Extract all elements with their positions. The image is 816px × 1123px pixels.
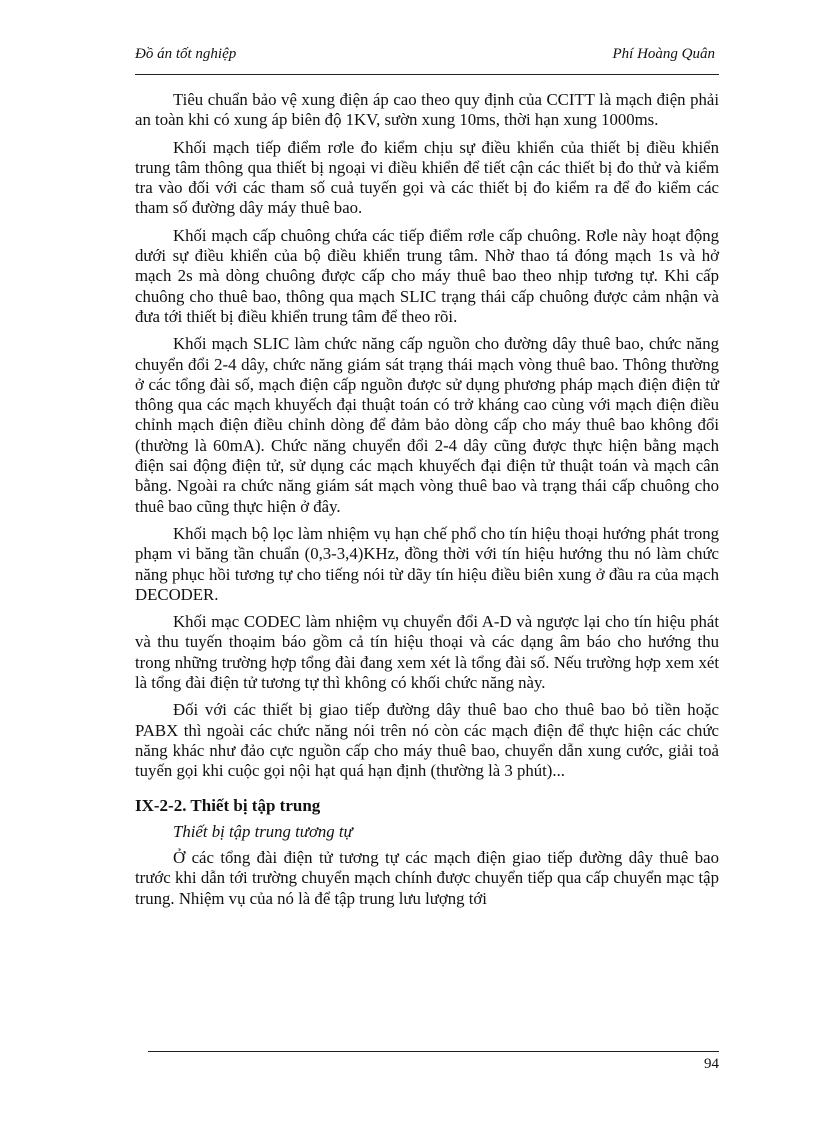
page-header	[135, 46, 719, 75]
page-body	[135, 90, 719, 916]
paragraph-surge-protection: Tiêu chuẩn bảo vệ xung điện áp cao theo quy định của CCITT là mạch điện phải an toàn khi có xung áp biên độ 1KV, sườn xung 10ms, thời hạn xung 1000ms.	[135, 90, 719, 130]
paragraph-codec-circuit: Khối mạc CODEC làm nhiệm vụ chuyển đổi A-D và ngược lại cho tín hiệu phát và thu tuyến thoạim báo gồm cả tín hiệu thoại và các dạng âm báo cho hướng thu trong những trường hợp tổng đài đang xem xét là tổng đài số. Nếu trường hợp xem xét là tổng đài điện tử tương tự thì không có khối chức năng này.	[135, 612, 719, 693]
footer-divider	[148, 1051, 719, 1052]
paragraph-test-relay-contacts: Khối mạch tiếp điểm rơle đo kiểm chịu sự điều khiển của thiết bị điều khiển trung tâm thông qua thiết bị ngoại vi điều khiển để tiết cận các thiết bị đo thử và kiểm tra vào đối với các tham số cuả tuyến gọi và các thiết bị đo kiểm ra để đo kiểm các tham số đường dây máy thuê bao.	[135, 137, 719, 218]
paragraph-payphone-pabx: Đối với các thiết bị giao tiếp đường dây thuê bao cho thuê bao bỏ tiền hoặc PABX thì ngoài các chức năng nói trên nó còn các mạch điện để thực hiện các chức năng khác như đảo cực nguồn cấp cho máy thuê bao, chuyển dẫn xung cước, giải toả tuyến gọi khi cuộc gọi nội hạt quá hạn định (thường là 3 phút)...	[135, 700, 719, 781]
section-heading: IX-2-2. Thiết bị tập trung	[135, 795, 321, 815]
paragraph-analog-concentrator: Ở các tổng đài điện tử tương tự các mạch điện giao tiếp đường dây thuê bao trước khi dẫn tới trường chuyển mạch chính được chuyển tiếp qua cấp chuyển mạc tập trung. Nhiệm vụ của nó là để tập trung lưu lượng tới	[135, 848, 719, 908]
header-document-title: Đồ án tốt nghiệp	[135, 46, 237, 62]
header-author-name: Phí Hoàng Quân	[612, 46, 715, 62]
paragraph-slic-circuit: Khối mạch SLIC làm chức năng cấp nguồn cho đường dây thuê bao, chức năng chuyển đổi 2-4 dây, chức năng giám sát trạng thái mạch vòng thuê bao. Thông thường ở các tổng đài số, mạch điện cấp nguồn được sử dụng phương pháp mạch điện điện tử thông qua các mạch khuyếch đại thuật toán có trở kháng cao cùng với mạch điện điều chỉnh mạch điện điều chỉnh dòng để đảm bảo dòng cấp cho máy thuê bao không đổi (thường là 60mA). Chức năng chuyển đổi 2-4 dây cũng được thực hiện bằng mạch điện sai động điện tử, sử dụng các mạch khuyếch đại điện tử thuật toán và mạch cân bằng. Ngoài ra chức năng giám sát mạch vòng thuê bao và trạng thái cấp chuông cho thuê bao cũng thực hiện ở đây.	[135, 334, 719, 516]
page-number: 94	[704, 1056, 719, 1072]
paragraph-ringing-circuit: Khối mạch cấp chuông chứa các tiếp điểm rơle cấp chuông. Rơle này hoạt động dưới sự điều khiển của bộ điều khiển trung tâm. Nhờ thao tá đóng mạch 1s và hở mạch 2s mà dòng chuông được cấp cho máy thuê bao theo nhịp tương tự. Khi cấp chuông cho thuê bao, thông qua mạch SLIC trạng thái cấp chuông được cảm nhận và đưa tới thiết bị điều khiển trung tâm để theo rõi.	[135, 225, 719, 326]
paragraph-filter-circuit: Khối mạch bộ lọc làm nhiệm vụ hạn chế phổ cho tín hiệu thoại hướng phát trong phạm vi băng tần chuẩn (0,3-3,4)KHz, đồng thời với tín hiệu hướng thu nó làm chức năng phục hồi tương tự cho tiếng nói từ dãy tín hiệu điều biên xung ở đầu ra của mạch DECODER.	[135, 523, 719, 604]
section-subheading: Thiết bị tập trung tương tự	[173, 821, 353, 841]
